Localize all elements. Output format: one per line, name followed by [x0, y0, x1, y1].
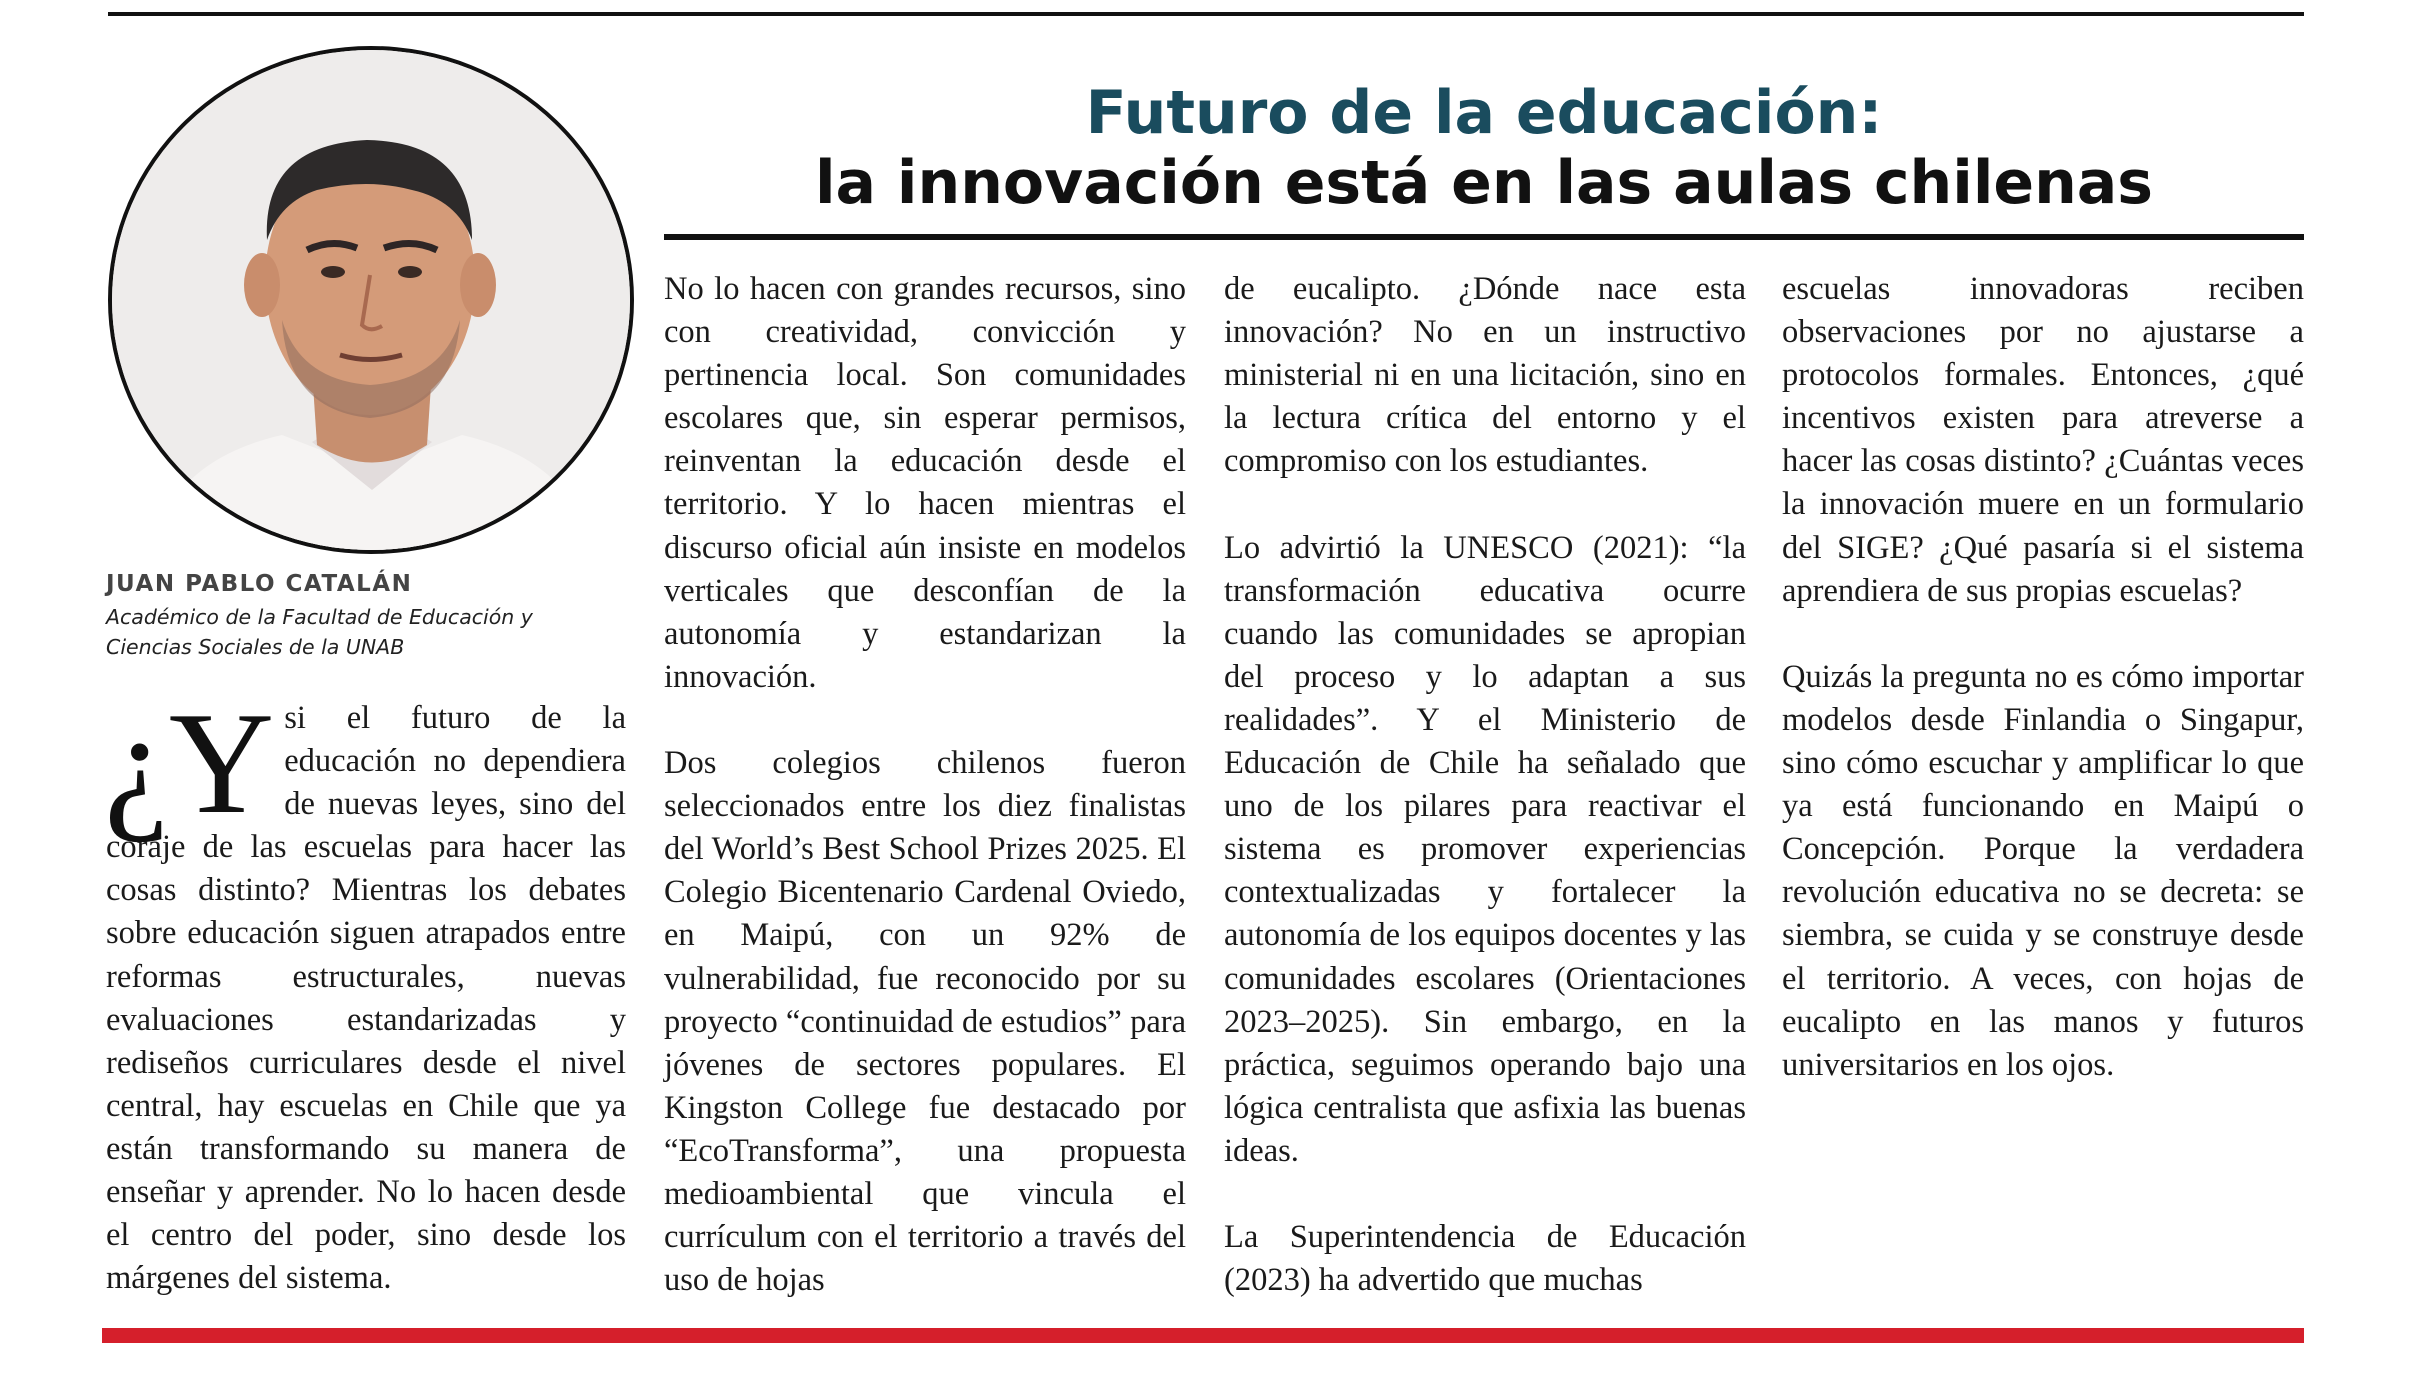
article-column-2: [664, 268, 1186, 1302]
paragraph: Dos colegios chilenos fueron seleccionados entre los diez finalistas del World’s Best School Prizes 2025. El Colegio Bicentenario Cardenal Oviedo, en Maipú, con un 92% de vulnerabilidad, fue reconocido por su proyecto “continuidad de estudios” para jóvenes de sectores populares. El Kingston College fue destacado por “EcoTransforma”, una propuesta medioambiental que vincula el currículum con el territorio a través del uso de hojas: [664, 745, 1186, 1299]
author-role-line-2: Ciencias Sociales de la UNAB: [106, 635, 405, 659]
paragraph: escuelas innovadoras reciben observaciones por no ajustarse a protocolos formales. Entonces, ¿qué incentivos existen para atreverse a hacer las cosas distinto? ¿Cuántas veces la innovación muere en un formulario del SIGE? ¿Qué pasaría si el sistema aprendiera de sus propias escuelas?: [1782, 271, 2304, 609]
headline-line-1: Futuro de la educación:: [1085, 78, 1883, 148]
author-photo-icon: [112, 50, 630, 550]
intro-text: si el futuro de la educación no dependiera de nuevas leyes, sino del coraje de las escuelas para hacer las cosas distinto? Mientras los debates sobre educación siguen atrapados entre reformas estructurales, nuevas evaluaciones estandarizadas y rediseños curriculares desde el nivel central, hay escuelas en Chile que ya están transformando su manera de enseñar y aprender. No lo hacen desde el centro del poder, sino desde los márgenes del sistema.: [106, 700, 626, 1297]
paragraph: Lo advirtió la UNESCO (2021): “la transformación educativa ocurre cuando las comunidades se apropian del proceso y lo adaptan a sus realidades”. Y el Ministerio de Educación de Chile ha señalado que uno de los pilares para reactivar el sistema es promover experiencias contextualizadas y fortalecer la autonomía de los equipos docentes y las comunidades escolares (Orientaciones 2023–2025). Sin embargo, en la práctica, seguimos operando bajo una lógica centralista que asfixia las buenas ideas.: [1224, 529, 1746, 1169]
article-column-1: [104, 682, 626, 1300]
article-column-4: [1782, 268, 2304, 1087]
paragraph: Quizás la pregunta no es cómo importar modelos desde Finlandia o Singapur, sino cómo escuchar y amplificar lo que ya está funcionando en Maipú o Concepción. Porque la verdadera revolución educativa no se decreta: se siembra, se cuida y se construye desde el territorio. A veces, con hojas de eucalipto en las manos y futuros universitarios en los ojos.: [1782, 658, 2304, 1083]
paragraph: No lo hacen con grandes recursos, sino con creatividad, convicción y pertinencia local. Son comunidades escolares que, sin esperar permisos, reinventan la educación desde el territorio. Y lo hacen mientras el discurso oficial aún insiste en modelos verticales que desconfían de la autonomía y estandarizan la innovación.: [664, 271, 1186, 695]
author-role-line-1: Académico de la Facultad de Educación y: [106, 605, 533, 629]
author-info: [106, 570, 646, 662]
article-column-3: [1224, 268, 1746, 1302]
paragraph: La Superintendencia de Educación (2023) ha advertido que muchas: [1224, 1219, 1746, 1299]
headline-line-2: la innovación está en las aulas chilenas: [814, 148, 2154, 218]
headline: [664, 78, 2304, 218]
author-role: [106, 602, 646, 662]
article-intro-paragraph: [104, 682, 626, 1300]
top-rule: [108, 12, 2304, 16]
drop-cap: ¿Y: [104, 682, 275, 844]
headline-rule: [664, 234, 2304, 240]
author-portrait: [108, 46, 634, 554]
paragraph: de eucalipto. ¿Dónde nace esta innovación? No en un instructivo ministerial ni en una licitación, sino en la lectura crítica del entorno y el compromiso con los estudiantes.: [1224, 271, 1746, 480]
footer-red-rule: [102, 1328, 2304, 1343]
author-name: JUAN PABLO CATALÁN: [106, 571, 413, 597]
